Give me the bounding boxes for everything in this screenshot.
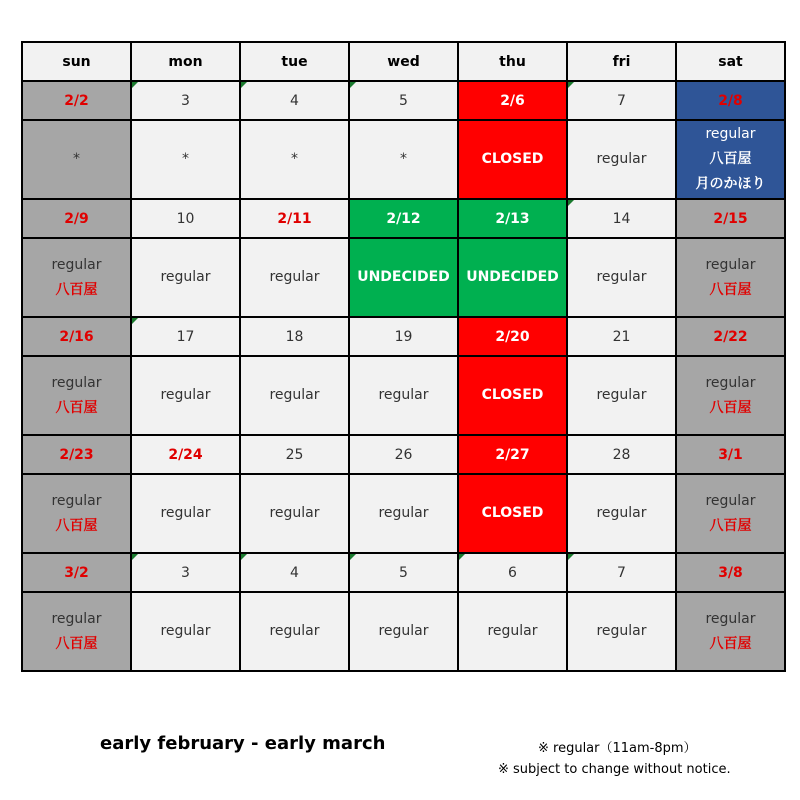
date-label: 28 <box>612 446 631 463</box>
schedule-cell <box>131 356 240 435</box>
date-label: 3/8 <box>718 564 743 581</box>
date-label: 4 <box>290 92 299 109</box>
date-cell <box>676 199 785 238</box>
date-cell <box>131 435 240 474</box>
schedule-text: UNDECIDED <box>466 269 559 285</box>
schedule-cell <box>676 356 785 435</box>
weekday-header-row <box>22 42 785 81</box>
schedule-cell <box>567 120 676 199</box>
date-cell <box>458 199 567 238</box>
date-label: 17 <box>176 328 195 345</box>
date-cell <box>458 81 567 120</box>
schedule-cell <box>349 238 458 317</box>
date-label: 5 <box>399 564 408 581</box>
schedule-text: 月のかほり <box>695 176 766 192</box>
schedule-cell <box>458 474 567 553</box>
date-cell <box>458 435 567 474</box>
schedule-cell <box>676 238 785 317</box>
date-label: 2/2 <box>64 92 89 109</box>
schedule-text: 八百屋 <box>709 635 752 652</box>
date-cell <box>458 317 567 356</box>
schedule-text: regular <box>596 505 647 521</box>
date-cell <box>240 435 349 474</box>
schedule-cell <box>676 474 785 553</box>
schedule-text: regular <box>705 256 756 273</box>
schedule-cell <box>676 592 785 671</box>
regular-hours-note: ※ regular（11am-8pm） <box>538 741 697 756</box>
schedule-text: regular <box>378 387 429 403</box>
schedule-text: 八百屋 <box>55 517 98 534</box>
date-label: 2/11 <box>277 210 312 227</box>
schedule-text: regular <box>51 492 102 509</box>
schedule-cell <box>349 356 458 435</box>
header-tue: tue <box>240 42 349 81</box>
schedule-text: 八百屋 <box>709 399 752 416</box>
schedule-text: regular <box>160 269 211 285</box>
schedule-cell <box>131 592 240 671</box>
schedule-text: regular <box>269 387 320 403</box>
date-label: 3 <box>181 564 190 581</box>
cell-corner-marker <box>241 554 247 560</box>
header-sat: sat <box>676 42 785 81</box>
cell-corner-marker <box>568 554 574 560</box>
week-info-row <box>22 120 785 199</box>
schedule-text: regular <box>596 623 647 639</box>
calendar-body <box>22 81 785 671</box>
schedule-text: * <box>291 151 298 167</box>
schedule-cell <box>349 120 458 199</box>
date-label: 26 <box>394 446 413 463</box>
week-date-row <box>22 317 785 356</box>
date-cell <box>22 199 131 238</box>
schedule-cell <box>22 474 131 553</box>
schedule-text: regular <box>596 269 647 285</box>
schedule-text: CLOSED <box>481 387 544 403</box>
cell-corner-marker <box>350 554 356 560</box>
schedule-cell <box>349 592 458 671</box>
schedule-text: regular <box>487 623 538 639</box>
date-cell <box>676 317 785 356</box>
date-cell <box>458 553 567 592</box>
header-sun: sun <box>22 42 131 81</box>
schedule-cell <box>458 238 567 317</box>
date-label: 2/24 <box>168 446 203 463</box>
week-info-row <box>22 238 785 317</box>
schedule-text: regular <box>705 492 756 509</box>
schedule-cell <box>240 238 349 317</box>
schedule-cell <box>676 120 785 199</box>
header-fri: fri <box>567 42 676 81</box>
date-cell <box>676 435 785 474</box>
schedule-text: CLOSED <box>481 505 544 521</box>
cell-corner-marker <box>132 554 138 560</box>
cell-corner-marker <box>459 554 465 560</box>
cell-corner-marker <box>241 82 247 88</box>
date-label: 2/9 <box>64 210 89 227</box>
schedule-cell <box>22 238 131 317</box>
schedule-cell <box>22 120 131 199</box>
schedule-text: 八百屋 <box>55 635 98 652</box>
schedule-text: regular <box>596 151 647 167</box>
schedule-text: UNDECIDED <box>357 269 450 285</box>
schedule-cell <box>131 120 240 199</box>
schedule-cell <box>458 120 567 199</box>
schedule-cell <box>567 592 676 671</box>
week-date-row <box>22 81 785 120</box>
date-label: 7 <box>617 564 626 581</box>
date-label: 21 <box>612 328 631 345</box>
date-label: 3 <box>181 92 190 109</box>
date-label: 2/20 <box>495 328 530 345</box>
schedule-cell <box>458 356 567 435</box>
schedule-cell <box>240 120 349 199</box>
schedule-cell <box>240 474 349 553</box>
date-label: 18 <box>285 328 304 345</box>
date-label: 10 <box>176 210 195 227</box>
schedule-text: * <box>182 151 189 167</box>
cell-corner-marker <box>132 82 138 88</box>
date-cell <box>22 81 131 120</box>
schedule-cell <box>22 356 131 435</box>
header-mon: mon <box>131 42 240 81</box>
week-date-row <box>22 435 785 474</box>
schedule-cell <box>458 592 567 671</box>
date-label: 25 <box>285 446 304 463</box>
date-label: 19 <box>394 328 413 345</box>
date-cell <box>567 435 676 474</box>
schedule-text: regular <box>160 387 211 403</box>
schedule-text: regular <box>160 505 211 521</box>
schedule-text: regular <box>51 374 102 391</box>
schedule-text: regular <box>378 623 429 639</box>
date-cell <box>240 199 349 238</box>
week-date-row <box>22 199 785 238</box>
cell-corner-marker <box>568 200 574 206</box>
week-info-row <box>22 356 785 435</box>
schedule-cell <box>131 238 240 317</box>
date-label: 2/27 <box>495 446 530 463</box>
date-cell <box>349 317 458 356</box>
date-label: 7 <box>617 92 626 109</box>
date-label: 3/1 <box>718 446 743 463</box>
header-wed: wed <box>349 42 458 81</box>
schedule-cell <box>567 356 676 435</box>
date-cell <box>567 317 676 356</box>
date-cell <box>22 317 131 356</box>
schedule-text: CLOSED <box>481 151 544 167</box>
schedule-text: regular <box>705 610 756 627</box>
schedule-text: regular <box>269 623 320 639</box>
schedule-text: regular <box>705 126 756 142</box>
schedule-text: 八百屋 <box>709 517 752 534</box>
date-cell <box>22 435 131 474</box>
calendar-table <box>21 41 786 672</box>
date-label: 5 <box>399 92 408 109</box>
cell-corner-marker <box>568 82 574 88</box>
schedule-text: * <box>400 151 407 167</box>
date-cell <box>567 81 676 120</box>
schedule-cell <box>567 474 676 553</box>
week-info-row <box>22 474 785 553</box>
date-label: 6 <box>508 564 517 581</box>
cell-corner-marker <box>132 318 138 324</box>
schedule-cell <box>567 238 676 317</box>
date-label: 2/8 <box>718 92 743 109</box>
date-label: 14 <box>612 210 631 227</box>
date-cell <box>676 81 785 120</box>
date-cell <box>131 81 240 120</box>
date-label: 2/22 <box>713 328 748 345</box>
schedule-cell <box>131 474 240 553</box>
cell-corner-marker <box>350 82 356 88</box>
date-label: 2/23 <box>59 446 94 463</box>
change-notice: ※ subject to change without notice. <box>498 762 731 777</box>
schedule-text: 八百屋 <box>709 151 752 167</box>
schedule-text: 八百屋 <box>55 281 98 298</box>
schedule-cell <box>22 592 131 671</box>
schedule-text: regular <box>269 505 320 521</box>
schedule-text: regular <box>160 623 211 639</box>
schedule-cell <box>240 356 349 435</box>
date-cell <box>240 553 349 592</box>
header-thu: thu <box>458 42 567 81</box>
date-label: 2/6 <box>500 92 525 109</box>
schedule-text: regular <box>269 269 320 285</box>
schedule-text: regular <box>51 610 102 627</box>
schedule-text: 八百屋 <box>709 281 752 298</box>
date-label: 2/13 <box>495 210 530 227</box>
date-cell <box>240 81 349 120</box>
schedule-text: regular <box>705 374 756 391</box>
date-cell <box>131 317 240 356</box>
date-cell <box>349 435 458 474</box>
schedule-text: regular <box>51 256 102 273</box>
date-cell <box>349 199 458 238</box>
period-title: early february - early march <box>100 733 386 754</box>
date-cell <box>567 553 676 592</box>
date-cell <box>676 553 785 592</box>
date-cell <box>131 553 240 592</box>
date-label: 3/2 <box>64 564 89 581</box>
date-cell <box>131 199 240 238</box>
date-cell <box>22 553 131 592</box>
schedule-cell <box>240 592 349 671</box>
date-label: 2/16 <box>59 328 94 345</box>
schedule-text: * <box>73 151 80 167</box>
date-cell <box>349 81 458 120</box>
date-cell <box>567 199 676 238</box>
schedule-text: regular <box>596 387 647 403</box>
date-label: 2/12 <box>386 210 421 227</box>
schedule-cell <box>349 474 458 553</box>
date-label: 4 <box>290 564 299 581</box>
schedule-text: regular <box>378 505 429 521</box>
week-info-row <box>22 592 785 671</box>
date-cell <box>349 553 458 592</box>
date-cell <box>240 317 349 356</box>
week-date-row <box>22 553 785 592</box>
date-label: 2/15 <box>713 210 748 227</box>
schedule-text: 八百屋 <box>55 399 98 416</box>
